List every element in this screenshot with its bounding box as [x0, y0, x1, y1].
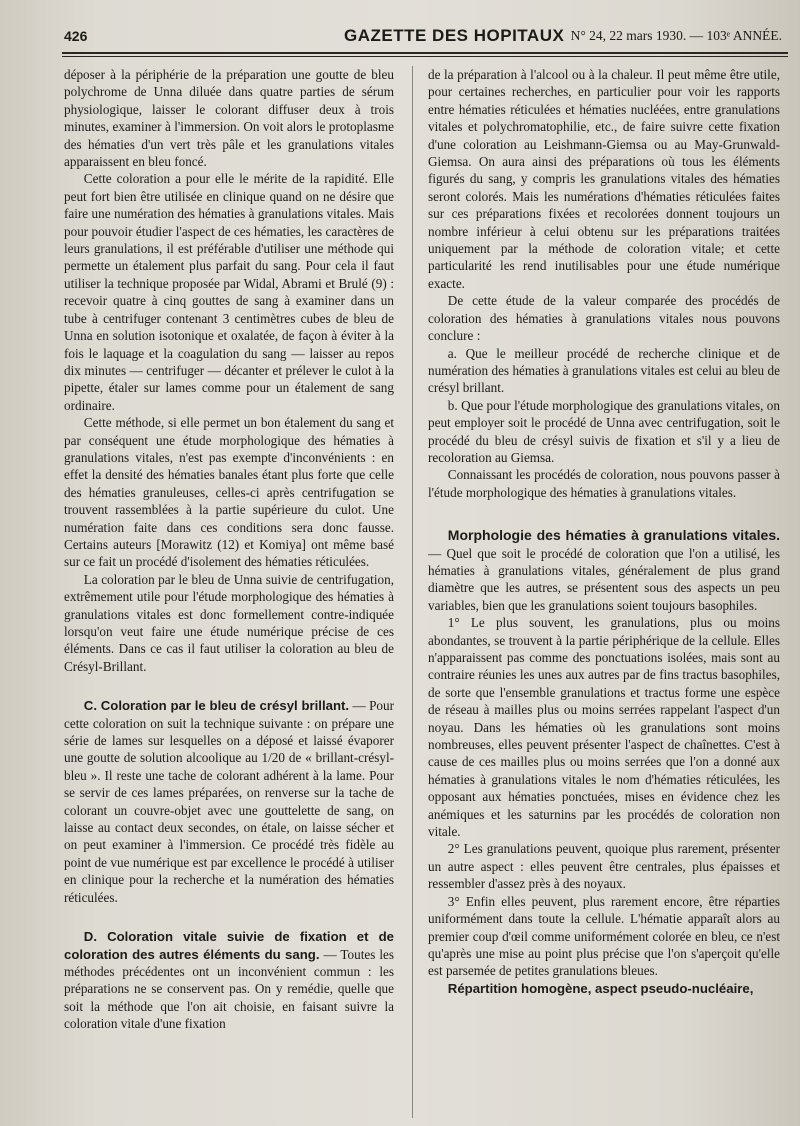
section-c-title: C. Coloration par le bleu de crésyl brillant. — [83, 698, 350, 714]
list-item-1: 1° Le plus souvent, les granulations, plus ou moins abondantes, se trouvent à la partie périphérique de la cellule. Elles n'apparaissent pas comme des ponctuations isolées, mais sont au contraire réunies les unes aux autres par de fins tractus basophiles, de sorte que l'ensemble granulations et tractus forme une espèce de réseau à mailles plus ou moins serrées rappelant l'aspect d'un noyau. Dans les hématies où les granulations sont moins nombreuses, elles peuvent présenter l'aspect de chaînettes. C'est à cause de ces mailles plus ou moins serrées que l'on a donné aux hématies à granulations vitales le nom d'hématies réticulées, les opposant aux hématies ponctuées, mises en évidence chez les anémiques et les saturnins par les procédés de coloration non vitale. — [428, 615, 780, 840]
right-column — [428, 66, 780, 1118]
section-d — [64, 928, 394, 1032]
paragraph: Connaissant les procédés de coloration, nous pouvons passer à l'étude morphologique des hématies à granulations vitales. — [428, 467, 780, 500]
section-d-title: D. Coloration vitale suivie de fixation et de coloration des autres éléments du sang. — [64, 929, 394, 962]
header-rule-thin — [62, 56, 788, 57]
paragraph: La coloration par le bleu de Unna suivie de centrifugation, extrêmement utile pour l'étude morphologique des hématies à granulations vitales est donc formellement contre-indiquée lorsqu'on veut faire une étude numérique précise de ces éléments. Dans ce cas il faut utiliser la coloration au bleu de Crésyl-Brillant. — [64, 571, 394, 674]
running-header — [64, 26, 786, 50]
section-c — [64, 697, 394, 906]
subsection-heading — [428, 980, 780, 997]
subsection-title: Répartition homogène, aspect pseudo-nucléaire, — [447, 980, 754, 996]
page-number: 426 — [64, 28, 88, 44]
paragraph: Cette méthode, si elle permet un bon étalement du sang et par conséquent une étude morphologique des hématies à granulations vitales, n'est pas exempte d'inconvénients : en effet la densité des hématies banales étant plus forte que celle des hématies granuleuses, celles-ci après centrifugation se trouvent rassemblées à la partie supérieure du culot. Une numération faite dans ces conditions sera donc fausse. Certains auteurs [Morawitz (12) et Komiya] ont même basé sur ce fait un procédé d'isolement des hématies réticulées. — [64, 415, 394, 570]
morphology-section — [428, 527, 780, 614]
section-c-text: — Pour cette coloration on suit la technique suivante : on prépare une série de lames sur lesquelles on a déposé et laissé évaporer une goutte de solution alcoolique au 1/20 de « brillant-crésyl-bleu ». Il reste une tache de colorant adhérent à la lame. Pour se servir de ces lames préparées, on renverse sur la tache de colorant un couvre-objet avec une gouttelette de sang, on laisse au contact deux secondes, on étale, on laisse sécher et on peut examiner à l'immersion. Ce procédé très fidèle au point de vue numérique est par excellence le procédé à utiliser en clinique pour la recherche et la numération des hématies réticulées. — [64, 698, 394, 905]
paragraph: déposer à la périphérie de la préparation une goutte de bleu polychrome de Unna diluée dans quatre parties de sérum physiologique, laisser le colorant diffuser deux à trois minutes, examiner à l'immersion. On voit alors le protoplasme des hématies d'un vert très pâle et les granulations vitales apparaissent en bleu foncé. — [64, 67, 394, 170]
paragraph: Cette coloration a pour elle le mérite de la rapidité. Elle peut fort bien être utilisée en clinique quand on ne désire que faire une numération des hématies à granulations vitales. Mais pour pouvoir étudier l'aspect de ces hématies, les caractères de leurs granulations, il est préférable d'utiliser une méthode qui permette un étalement plus parfait du sang. Pour cela il faut utiliser la technique proposée par Widal, Abrami et Brulé (9) : recevoir quatre à cinq gouttes de sang à examiner dans un tube à centrifuger contenant 3 centimètres cubes de bleu de Unna en solution isotonique et oxalatée, de façon à éviter à la fois le laquage et la coagulation du sang — laisser au repos dix minutes — centrifuger — décanter et prélever le culot à la pipette, étaler sur lames comme pour un étalement de sang ordinaire. — [64, 171, 394, 413]
section-d-text: — Toutes les méthodes précédentes ont un inconvénient commun : les préparations ne se conservent pas. On y remédie, quelle que soit la méthode que l'on ait choisie, en faisant suivre la coloration vitale d'une fixation — [64, 946, 394, 1032]
list-item-2: 2° Les granulations peuvent, quoique plus rarement, présenter un autre aspect : elles peuvent être centrales, plus épaisses et ressembler d'assez près à des noyaux. — [428, 841, 780, 892]
paragraph: De cette étude de la valeur comparée des procédés de coloration des hématies à granulations vitales nous pouvons conclure : — [428, 293, 780, 344]
column-divider — [412, 66, 413, 1118]
journal-title: GAZETTE DES HOPITAUX — [344, 26, 565, 45]
morphology-text: — Quel que soit le procédé de coloration que l'on a utilisé, les hématies à granulations vitales, généralement de plus grand diamètre que les autres, se présentent sous des aspects un peu variables, bien que les granulations soient toujours basophiles. — [428, 545, 780, 613]
issue-info: N° 24, 22 mars 1930. — 103ᵉ ANNÉE. — [570, 28, 782, 43]
left-column — [64, 66, 394, 1118]
morphology-title: Morphologie des hématies à granulations vitales. — [447, 527, 780, 544]
list-item-3: 3° Enfin elles peuvent, plus rarement encore, être réparties uniformément dans toute la cellule. L'hématie apparaît alors au premier coup d'œil comme uniformément colorée en bleu, ce n'est qu'après une mise au point plus précise que l'on s'aperçoit qu'elle est parsemée de petites granulations bleues. — [428, 893, 780, 979]
header-rule-thick — [62, 52, 788, 54]
conclusion-a: a. Que le meilleur procédé de recherche clinique et de numération des hématies à granulations vitales est celui au bleu de crésyl brillant. — [428, 345, 780, 396]
conclusion-b: b. Que pour l'étude morphologique des granulations vitales, on peut employer soit le procédé de Unna avec centrifugation, soit le procédé du bleu de crésyl suivis de fixation et s'il y a lieu de recoloration au Giemsa. — [428, 397, 780, 465]
paragraph: de la préparation à l'alcool ou à la chaleur. Il peut même être utile, pour certaines recherches, en particulier pour voir les rapports entre hématies réticulées et hématies nucléées, entre granulations vitales et polychromatophilie, etc., de faire suivre cette fixation d'une coloration au Leishmann-Giemsa ou au May-Grunwald-Giemsa. On aura ainsi des préparations où tous les éléments figurés du sang, y compris les granulations vitales des hématies seront colorés. Mais les numérations d'hématies réticulées faites sur ces préparations fixées et recolorées donnent toujours un nombre inférieur à celui obtenu sur les préparations traitées uniquement par la méthode de coloration vitale; et cette particularité les rend inutilisables pour une étude numérique exacte. — [428, 67, 780, 291]
